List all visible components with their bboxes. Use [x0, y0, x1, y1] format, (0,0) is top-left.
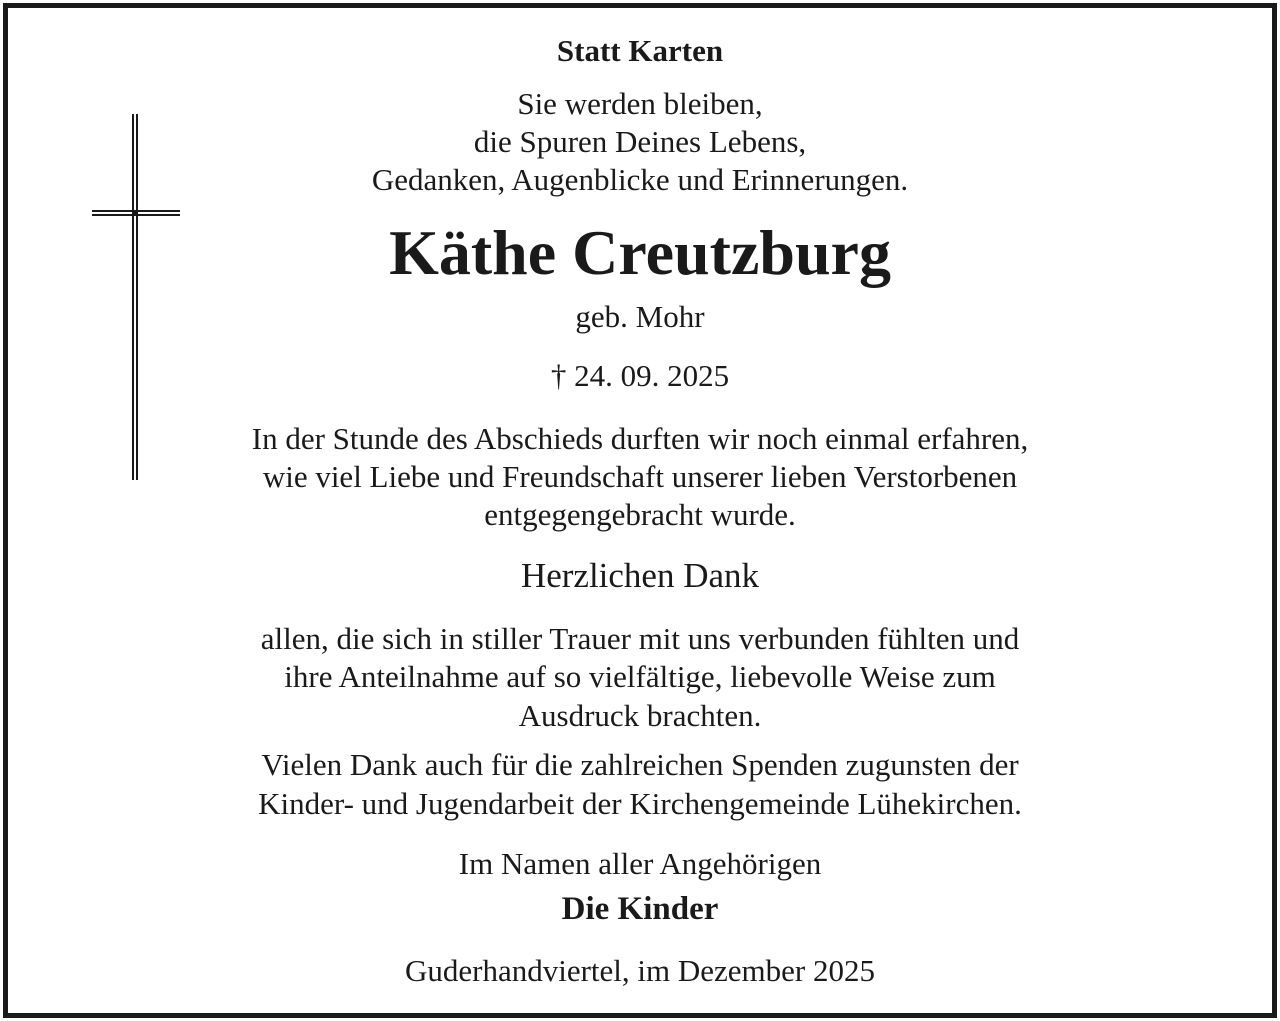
deceased-name: Käthe Creutzburg [389, 217, 891, 288]
paragraph2-line-2: ihre Anteilnahme auf so vielfältige, liebevolle Weise zum [284, 659, 996, 694]
death-date: † 24. 09. 2025 [550, 358, 730, 393]
paragraph3-line-2: Kinder- und Jugendarbeit der Kirchengemeinde Lühekirchen. [258, 786, 1022, 821]
paragraph1-line-1: In der Stunde des Abschieds durften wir noch einmal erfahren, [251, 421, 1029, 456]
notice-header: Statt Karten [556, 33, 724, 68]
place-date: Guderhandviertel, im Dezember 2025 [405, 953, 875, 988]
notice-frame [3, 3, 1277, 1018]
on-behalf-line: Im Namen aller Angehörigen [458, 846, 822, 881]
paragraph2-line-3: Ausdruck brachten. [518, 698, 762, 733]
paragraph3-line-1: Vielen Dank auch für die zahlreichen Spenden zugunsten der [261, 747, 1019, 782]
thanks-heading: Herzlichen Dank [520, 556, 760, 595]
paragraph1-line-2: wie viel Liebe und Freundschaft unserer lieben Verstorbenen [262, 459, 1018, 494]
paragraph2-line-1: allen, die sich in stiller Trauer mit uns verbunden fühlten und [260, 621, 1020, 656]
verse-line-1: Sie werden bleiben, [517, 86, 763, 121]
obituary-notice [8, 8, 1272, 1013]
verse-line-3: Gedanken, Augenblicke und Erinnerungen. [371, 162, 909, 197]
paragraph1-line-3: entgegengebracht wurde. [484, 497, 796, 532]
verse-line-2: die Spuren Deines Lebens, [473, 124, 807, 159]
signature: Die Kinder [561, 891, 719, 927]
maiden-name: geb. Mohr [575, 299, 705, 334]
